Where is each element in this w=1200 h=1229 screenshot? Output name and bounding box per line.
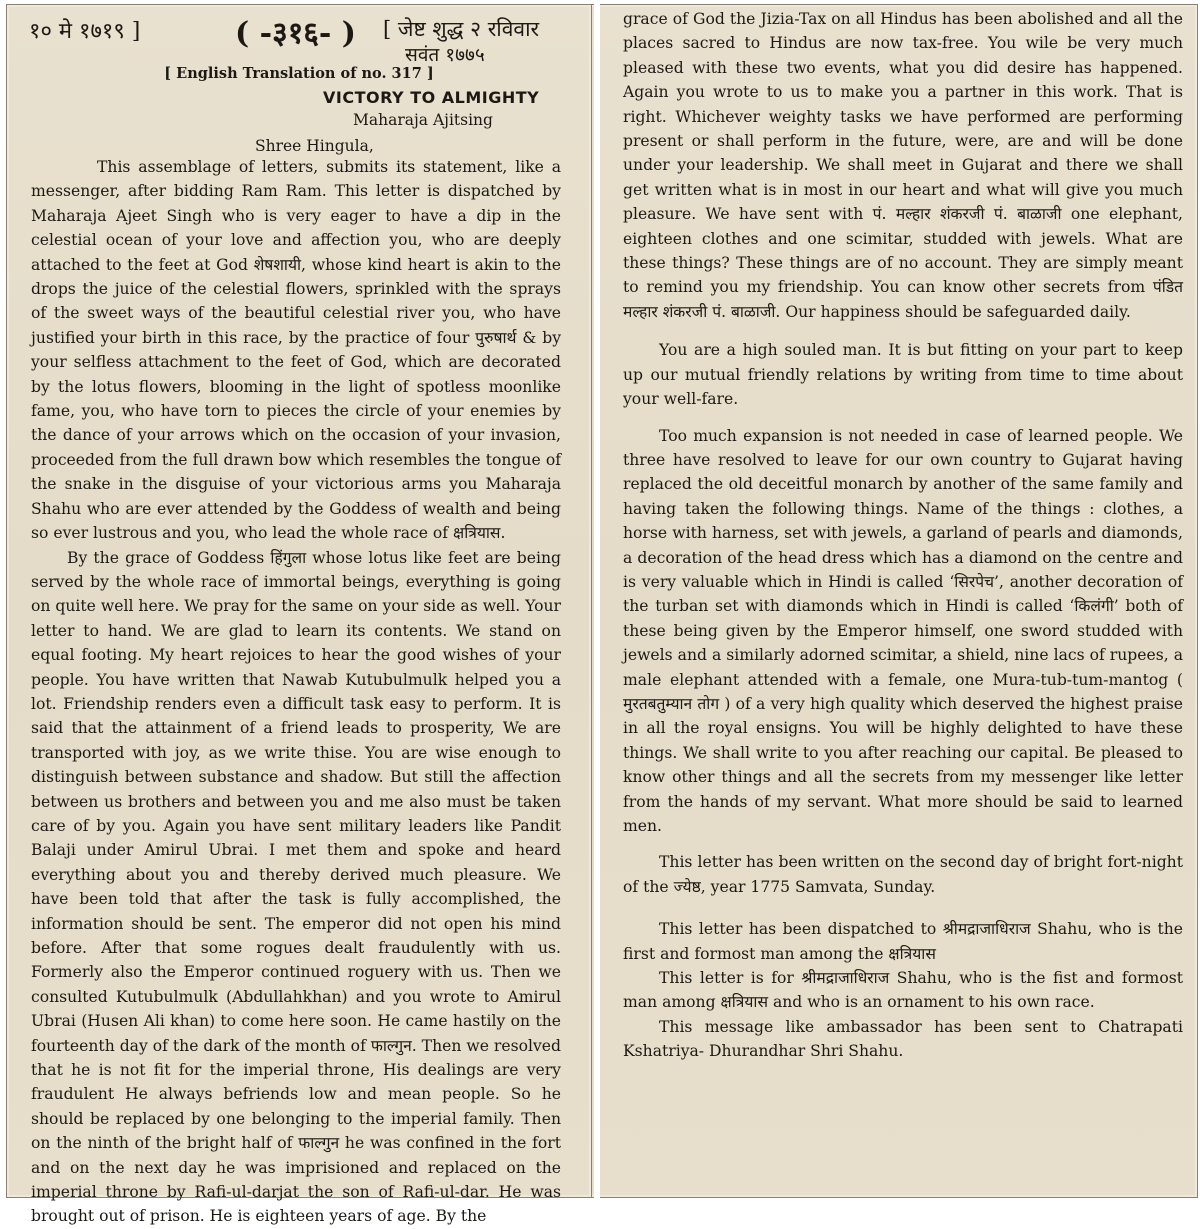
sender-name: Maharaja Ajitsing xyxy=(353,111,493,129)
page-number: ( -३१६- ) xyxy=(235,16,356,51)
right-body xyxy=(573,5,1197,1064)
paragraph: This message like ambassador has been sent to Chatrapati Kshatriya- Dhurandhar Shri Shahu. xyxy=(623,1017,1183,1061)
right-page-scan xyxy=(572,4,1198,1198)
left-page-scan xyxy=(6,4,592,1226)
paragraph: You are a high souled man. It is but fitting on your part to keep up our mutual friendly relations by writing from time to time about your well-fare. xyxy=(623,341,1183,409)
paragraph: This letter is for श्रीमद्राजाधिराज Shahu, who is the fist and formost man among क्षत्रियास and who is an ornament to his own race. xyxy=(623,969,1183,1012)
letter-heading: VICTORY TO ALMIGHTY xyxy=(323,88,540,107)
paragraph: grace of God the Jizia-Tax on all Hindus has been abolished and all the places sacred to Hindus are now tax-free. You wile be very much pleased with these two events, what you did desire has happened. Again you wrote to us to make you a partner in this work. That is right. Whichever weighty tasks we have performed are performing present or shall perform in the future, were, are and will be done under your leadership. We shall meet in Gujarat and there we shall get written what is in most in our heart and what will give you much pleasure. We have sent with पं. मल्हार शंकरजी पं. बाळाजी one elephant, eighteen clothes and one scimitar, studded with jewels. What are these things? These things are of no account. They are simply meant to remind you my friendship. You can know other secrets from पंडित मल्हार शंकरजी पं. बाळाजी. Our happiness should be safeguarded daily. xyxy=(623,10,1183,321)
header-hindi-date: [ जेष्ट शुद्ध २ रविवार xyxy=(383,17,540,41)
paragraph: Too much expansion is not needed in case of learned people. We three have resolved to leave for our own country to Gujarat having replaced the old deceitful monarch by another of the same family and having taken the following things. Name of the things : clothes, a horse with harness, set with jewels, a garland of pearls and diamonds, a decoration of the head dress which has a diamond on the centre and is very valuable which in Hindi is called ‘सिरपेच’, another decoration of the turban set with diamonds which in Hindi is called ‘किलंगी’ both of these being given by the Emperor himself, one sword studded with jewels and a similarly adorned scimitar, a shield, nine lacs of rupees, a male elephant attended with a female, one Mura-tub-tum-mantog ( मुरतबतुम्यान तोग ) of a very high quality which deserved the highest praise in all the royal ensigns. You will be highly delighted to have these things. We shall write to you after reaching our capital. Be pleased to know other things and all the secrets from my messenger like letter from the hands of my servant. What more should be said to learned men. xyxy=(623,426,1183,835)
header-samvat: सवंत १७७५ xyxy=(405,44,485,66)
paragraph: This letter has been dispatched to श्रीमद्राजाधिराज Shahu, who is the first and formost man among the क्षत्रियास xyxy=(623,920,1183,963)
page-header xyxy=(7,5,591,66)
page-divider xyxy=(594,0,600,1200)
paragraph: By the grace of Goddess हिंगुला whose lotus like feet are being served by the whole race of immortal beings, everything is going on quite well here. We pray for the same on your side as well. Your letter to hand. We are glad to learn its contents. We stand on equal footing. My heart rejoices to hear the good wishes of your people. You have written that Nawab Kutubulmulk helped you a lot. Friendship renders even a difficult task easy to perform. It is said that the attainment of a friend leads to prosperity, We are transported with joy, as we write thise. You are wise enough to distinguish between substance and shadow. But still the affection between us brothers and between you and me also must be taken care of by you. Again you have sent military leaders like Pandit Balaji under Amirul Ubrai. I met them and spoke and heard everything about you and thereby derived much pleasure. We have been told that after the task is fully accomplished, the information should be sent. The emperor did not open his mind before. After that some rogues dealt fraudulently with us. Formerly also the Emperor continued roguery with us. Then we consulted Kutubulmulk (Abdullahkhan) and you wrote to Amirul Ubrai (Husen Ali khan) to come here soon. He came hastily on the fourteenth day of the dark of the month of फाल्गुन. Then we resolved that he is not fit for the imperial throne, His dealings are very fraudulent He always befriends low and mean people. So he should be replaced by one belonging to the imperial family. Then on the ninth of the bright half of फाल्गुन he was confined in the fort and on the next day he was imprisioned and replaced on the imperial throne by Rafi-ul-darjat the son of Rafi-ul-dar. He was brought out of prison. He is eighteen years of age. By the xyxy=(31,548,561,1226)
header-date: १० मे १७१९ ] xyxy=(29,19,141,44)
paragraph: This letter has been written on the second day of bright fort-night of the ज्येष्ठ, year 1775 Samvata, Sunday. xyxy=(623,853,1183,896)
salutation: Shree Hingula, xyxy=(255,137,374,155)
left-body xyxy=(7,155,591,1229)
translation-note: [ English Translation of no. 317 ] xyxy=(164,65,434,82)
paragraph: This assemblage of letters, submits its statement, like a messenger, after bidding Ram Ram. This letter is dispatched by Maharaja Ajeet Singh who is very eager to have a dip in the celestial ocean of your love and affection you, who are deeply attached to the feet at God शेषशायी, whose kind heart is akin to the drops the juice of the celestial flowers, sprinkled with the sprays of the sweet ways of the beautiful celestial river you, who have justified your birth in this race, by the practice of four पुरुषार्थ & by your selfless attachment to the feet of God, which are decorated by the lotus flowers, blooming in the light of spotless moonlike fame, you, who have torn to pieces the circle of your enemies by the dance of your arrows which on the occasion of your invasion, proceeded from the full drawn bow which resembles the tongue of the snake in the disguise of your victorious arms you Maharaja Shahu who are ever attended by the Goddess of wealth and being so ever lustrous and you, who lead the whole race of क्षत्रियास. xyxy=(31,158,561,543)
